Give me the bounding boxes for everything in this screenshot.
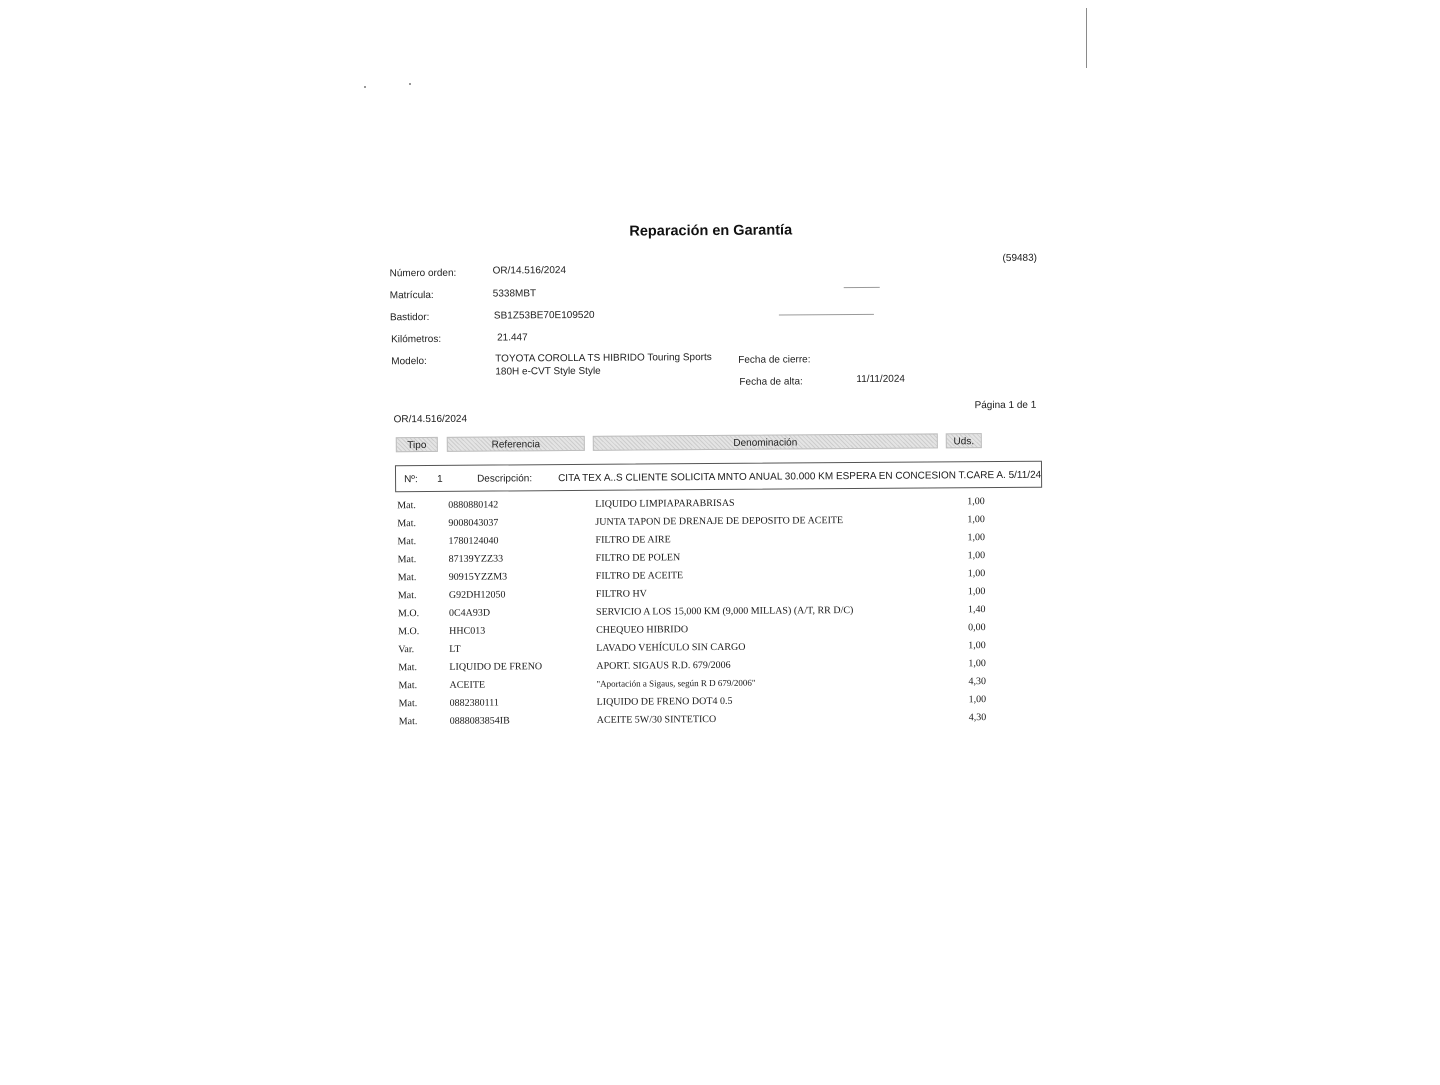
row-denominacion: APORT. SIGAUS R.D. 679/2006 <box>596 659 731 672</box>
row-referencia: 90915YZZM3 <box>448 571 508 583</box>
row-uds: 1,00 <box>967 586 986 598</box>
redacted-text <box>779 314 874 316</box>
row-tipo: Mat. <box>397 590 417 602</box>
row-referencia: 0882380111 <box>449 697 499 709</box>
row-uds: 1,00 <box>968 694 987 706</box>
matricula-label: Matrícula: <box>389 289 434 302</box>
row-referencia: ACEITE <box>449 679 486 691</box>
numero-orden-value: OR/14.516/2024 <box>492 265 567 277</box>
row-denominacion: "Aportación a Sigaus, según R D 679/2006" <box>596 677 756 689</box>
page-number: Página 1 de 1 <box>974 399 1037 412</box>
row-tipo: Mat. <box>398 680 418 692</box>
column-header-referencia: Referencia <box>447 436 585 452</box>
row-denominacion: FILTRO DE POLEN <box>595 552 681 564</box>
document-title: Reparación en Garantía <box>629 222 793 240</box>
description-number-value: 1 <box>437 473 443 485</box>
row-referencia: 9008043037 <box>448 517 499 529</box>
row-uds: 1,00 <box>968 658 986 670</box>
modelo-value: TOYOTA COROLLA TS HIBRIDO Touring Sports 180H e-CVT Style Style <box>495 352 712 378</box>
redacted-text <box>844 287 880 288</box>
row-denominacion: LIQUIDO LIMPIAPARABRISAS <box>595 497 735 510</box>
numero-orden-label: Número orden: <box>389 267 457 280</box>
row-tipo: Mat. <box>398 698 418 710</box>
description-box <box>395 461 1042 493</box>
row-tipo: Var. <box>398 644 415 656</box>
matricula-value: 5338MBT <box>492 288 537 300</box>
row-uds: 1,00 <box>967 532 986 544</box>
modelo-label: Modelo: <box>391 356 427 368</box>
row-tipo: Mat. <box>398 716 418 728</box>
bastidor-label: Bastidor: <box>389 311 430 324</box>
row-denominacion: SERVICIO A LOS 15,000 KM (9,000 MILLAS) (A/T, RR D/C) <box>595 605 854 618</box>
fecha-alta-value: 11/11/2024 <box>856 373 905 386</box>
order-reference: OR/14.516/2024 <box>393 413 468 426</box>
row-tipo: Mat. <box>397 572 417 584</box>
row-tipo: Mat. <box>398 662 418 674</box>
column-header-uds: Uds. <box>946 433 982 448</box>
row-denominacion: FILTRO HV <box>595 588 647 600</box>
row-tipo: Mat. <box>397 554 417 566</box>
row-tipo: Mat. <box>397 518 417 530</box>
row-denominacion: FILTRO DE AIRE <box>595 534 671 546</box>
column-header-tipo: Tipo <box>396 437 438 452</box>
description-value: CITA TEX A..S CLIENTE SOLICITA MNTO ANUAL 30.000 KM ESPERA EN CONCESION T.CARE A. 5/11/24 <box>558 469 1042 485</box>
column-header-denominacion: Denominación <box>593 433 938 450</box>
row-uds: 1,00 <box>967 514 985 526</box>
bastidor-value: SB1Z53BE70E109520 <box>493 309 595 322</box>
fecha-alta-label: Fecha de alta: <box>739 376 803 388</box>
kilometros-value: 21.447 <box>497 332 528 344</box>
description-number-label: Nº: <box>404 474 418 486</box>
row-referencia: 87139YZZ33 <box>448 553 504 565</box>
row-tipo: M.O. <box>398 626 420 638</box>
kilometros-label: Kilómetros: <box>391 333 442 346</box>
row-referencia: HHC013 <box>449 625 486 637</box>
row-referencia: LT <box>449 643 461 655</box>
row-denominacion: FILTRO DE ACEITE <box>595 570 684 582</box>
row-uds: 4,30 <box>968 676 987 688</box>
row-referencia: LIQUIDO DE FRENO <box>449 661 543 673</box>
row-denominacion: CHEQUEO HIBRIDO <box>596 624 689 636</box>
row-uds: 4,30 <box>968 712 987 724</box>
row-referencia: 1780124040 <box>448 535 499 547</box>
row-uds: 1,00 <box>967 496 985 508</box>
row-referencia: 0C4A93D <box>448 607 491 619</box>
row-denominacion: LAVADO VEHÍCULO SIN CARGO <box>596 641 746 654</box>
row-referencia: 0888083854IB <box>449 715 510 727</box>
description-label: Descripción: <box>477 473 533 485</box>
row-uds: 1,00 <box>968 640 986 652</box>
row-uds: 1,40 <box>967 604 986 616</box>
row-uds: 1,00 <box>967 550 986 562</box>
row-denominacion: ACEITE 5W/30 SINTETICO <box>596 713 717 726</box>
row-referencia: G92DH12050 <box>448 589 506 601</box>
row-referencia: 0880880142 <box>448 499 499 511</box>
row-denominacion: LIQUIDO DE FRENO DOT4 0.5 <box>596 695 733 708</box>
row-denominacion: JUNTA TAPON DE DRENAJE DE DEPOSITO DE ACEITE <box>595 515 844 528</box>
row-uds: 0,00 <box>968 622 986 634</box>
row-uds: 1,00 <box>967 568 986 580</box>
row-tipo: Mat. <box>397 500 416 512</box>
document-code: (59483) <box>1002 252 1038 264</box>
row-tipo: M.O. <box>397 608 420 620</box>
fecha-cierre-label: Fecha de cierre: <box>738 354 811 366</box>
row-tipo: Mat. <box>397 536 417 548</box>
